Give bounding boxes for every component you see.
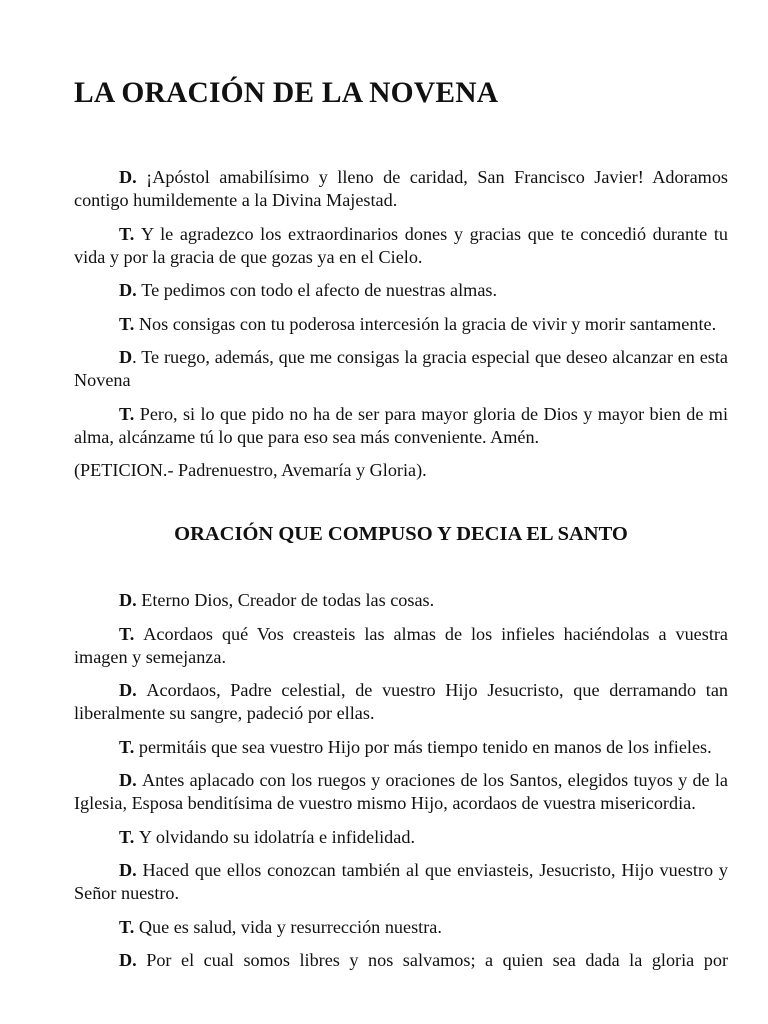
speaker-label: D. [119,860,137,880]
prayer-paragraph [74,679,728,725]
speaker-label: T. [119,623,135,644]
speaker-label: T. [119,736,135,757]
prayer-paragraph [74,623,728,669]
paragraph-text: Y le agradezco los extraordinarios dones y gracias que te concedió durante tu vida y por la gracia de que gozas ya en el Cielo. [74,223,728,267]
speaker-label: D. [119,280,137,300]
speaker-label: D. [119,167,137,187]
speaker-label: D [119,347,133,367]
speaker-label: D. [119,950,137,970]
speaker-label: T. [119,223,135,244]
prayer-paragraph [74,916,728,939]
paragraph-text: Pero, si lo que pido no ha de ser para mayor gloria de Dios y mayor bien de mi alma, alcánzame tú lo que para eso sea más conveniente. Amén. [74,403,728,447]
speaker-label: T. [119,313,135,334]
prayer-paragraph [74,166,728,212]
paragraph-text: Y olvidando su idolatría e infidelidad. [138,826,415,847]
paragraph-text: Eterno Dios, Creador de todas las cosas. [141,590,435,610]
speaker-label: T. [119,916,135,937]
paragraph-text: Que es salud, vida y resurrección nuestra. [138,916,442,937]
prayer-paragraph [74,769,728,815]
speaker-label: T. [119,826,135,847]
paragraph-text: . Te ruego, además, que me consigas la gracia especial que deseo alcanzar en esta Novena [74,347,728,390]
page-title: LA ORACIÓN DE LA NOVENA [74,77,499,109]
speaker-label: T. [119,403,135,424]
paragraph-text: Te pedimos con todo el afecto de nuestras almas. [141,280,498,300]
speaker-label: D. [119,680,137,700]
speaker-label: D. [119,590,137,610]
prayer-paragraph [74,859,728,905]
petition-note: (PETICION.- Padrenuestro, Avemaría y Gloria). [74,460,427,480]
prayer-paragraph [74,736,728,759]
saint-prayer-section [74,589,728,983]
prayer-paragraph [74,279,728,302]
paragraph-text: Antes aplacado con los ruegos y oraciones de los Santos, elegidos tuyos y de la Iglesia, Esposa benditísima de vuestro mismo Hijo, acordaos de vuestra misericordia. [74,770,728,813]
prayer-paragraph [74,346,728,392]
prayer-paragraph [74,223,728,269]
prayer-paragraph [74,589,728,612]
prayer-paragraph [74,949,728,972]
paragraph-text: ¡Apóstol amabilísimo y lleno de caridad, San Francisco Javier! Adoramos contigo humildemente a la Divina Majestad. [74,167,728,210]
paragraph-text: permitáis que sea vuestro Hijo por más tiempo tenido en manos de los infieles. [138,736,712,757]
novena-prayer-section [74,166,728,493]
speaker-label: D. [119,770,137,790]
paragraph-text: Haced que ellos conozcan también al que enviasteis, Jesucristo, Hijo vuestro y Señor nuestro. [74,860,728,903]
section-heading: ORACIÓN QUE COMPUSO Y DECIA EL SANTO [174,523,628,545]
paragraph-text: Nos consigas con tu poderosa intercesión la gracia de vivir y morir santamente. [138,313,717,334]
prayer-paragraph [74,826,728,849]
prayer-paragraph [74,313,728,336]
paragraph-text: Por el cual somos libres y nos salvamos; a quien sea dada la gloria por [146,950,729,970]
prayer-paragraph [74,403,728,449]
paragraph-text: Acordaos qué Vos creasteis las almas de los infieles haciéndolas a vuestra imagen y semejanza. [74,623,729,667]
paragraph-text: Acordaos, Padre celestial, de vuestro Hijo Jesucristo, que derramando tan liberalmente su sangre, padeció por ellas. [74,680,728,723]
